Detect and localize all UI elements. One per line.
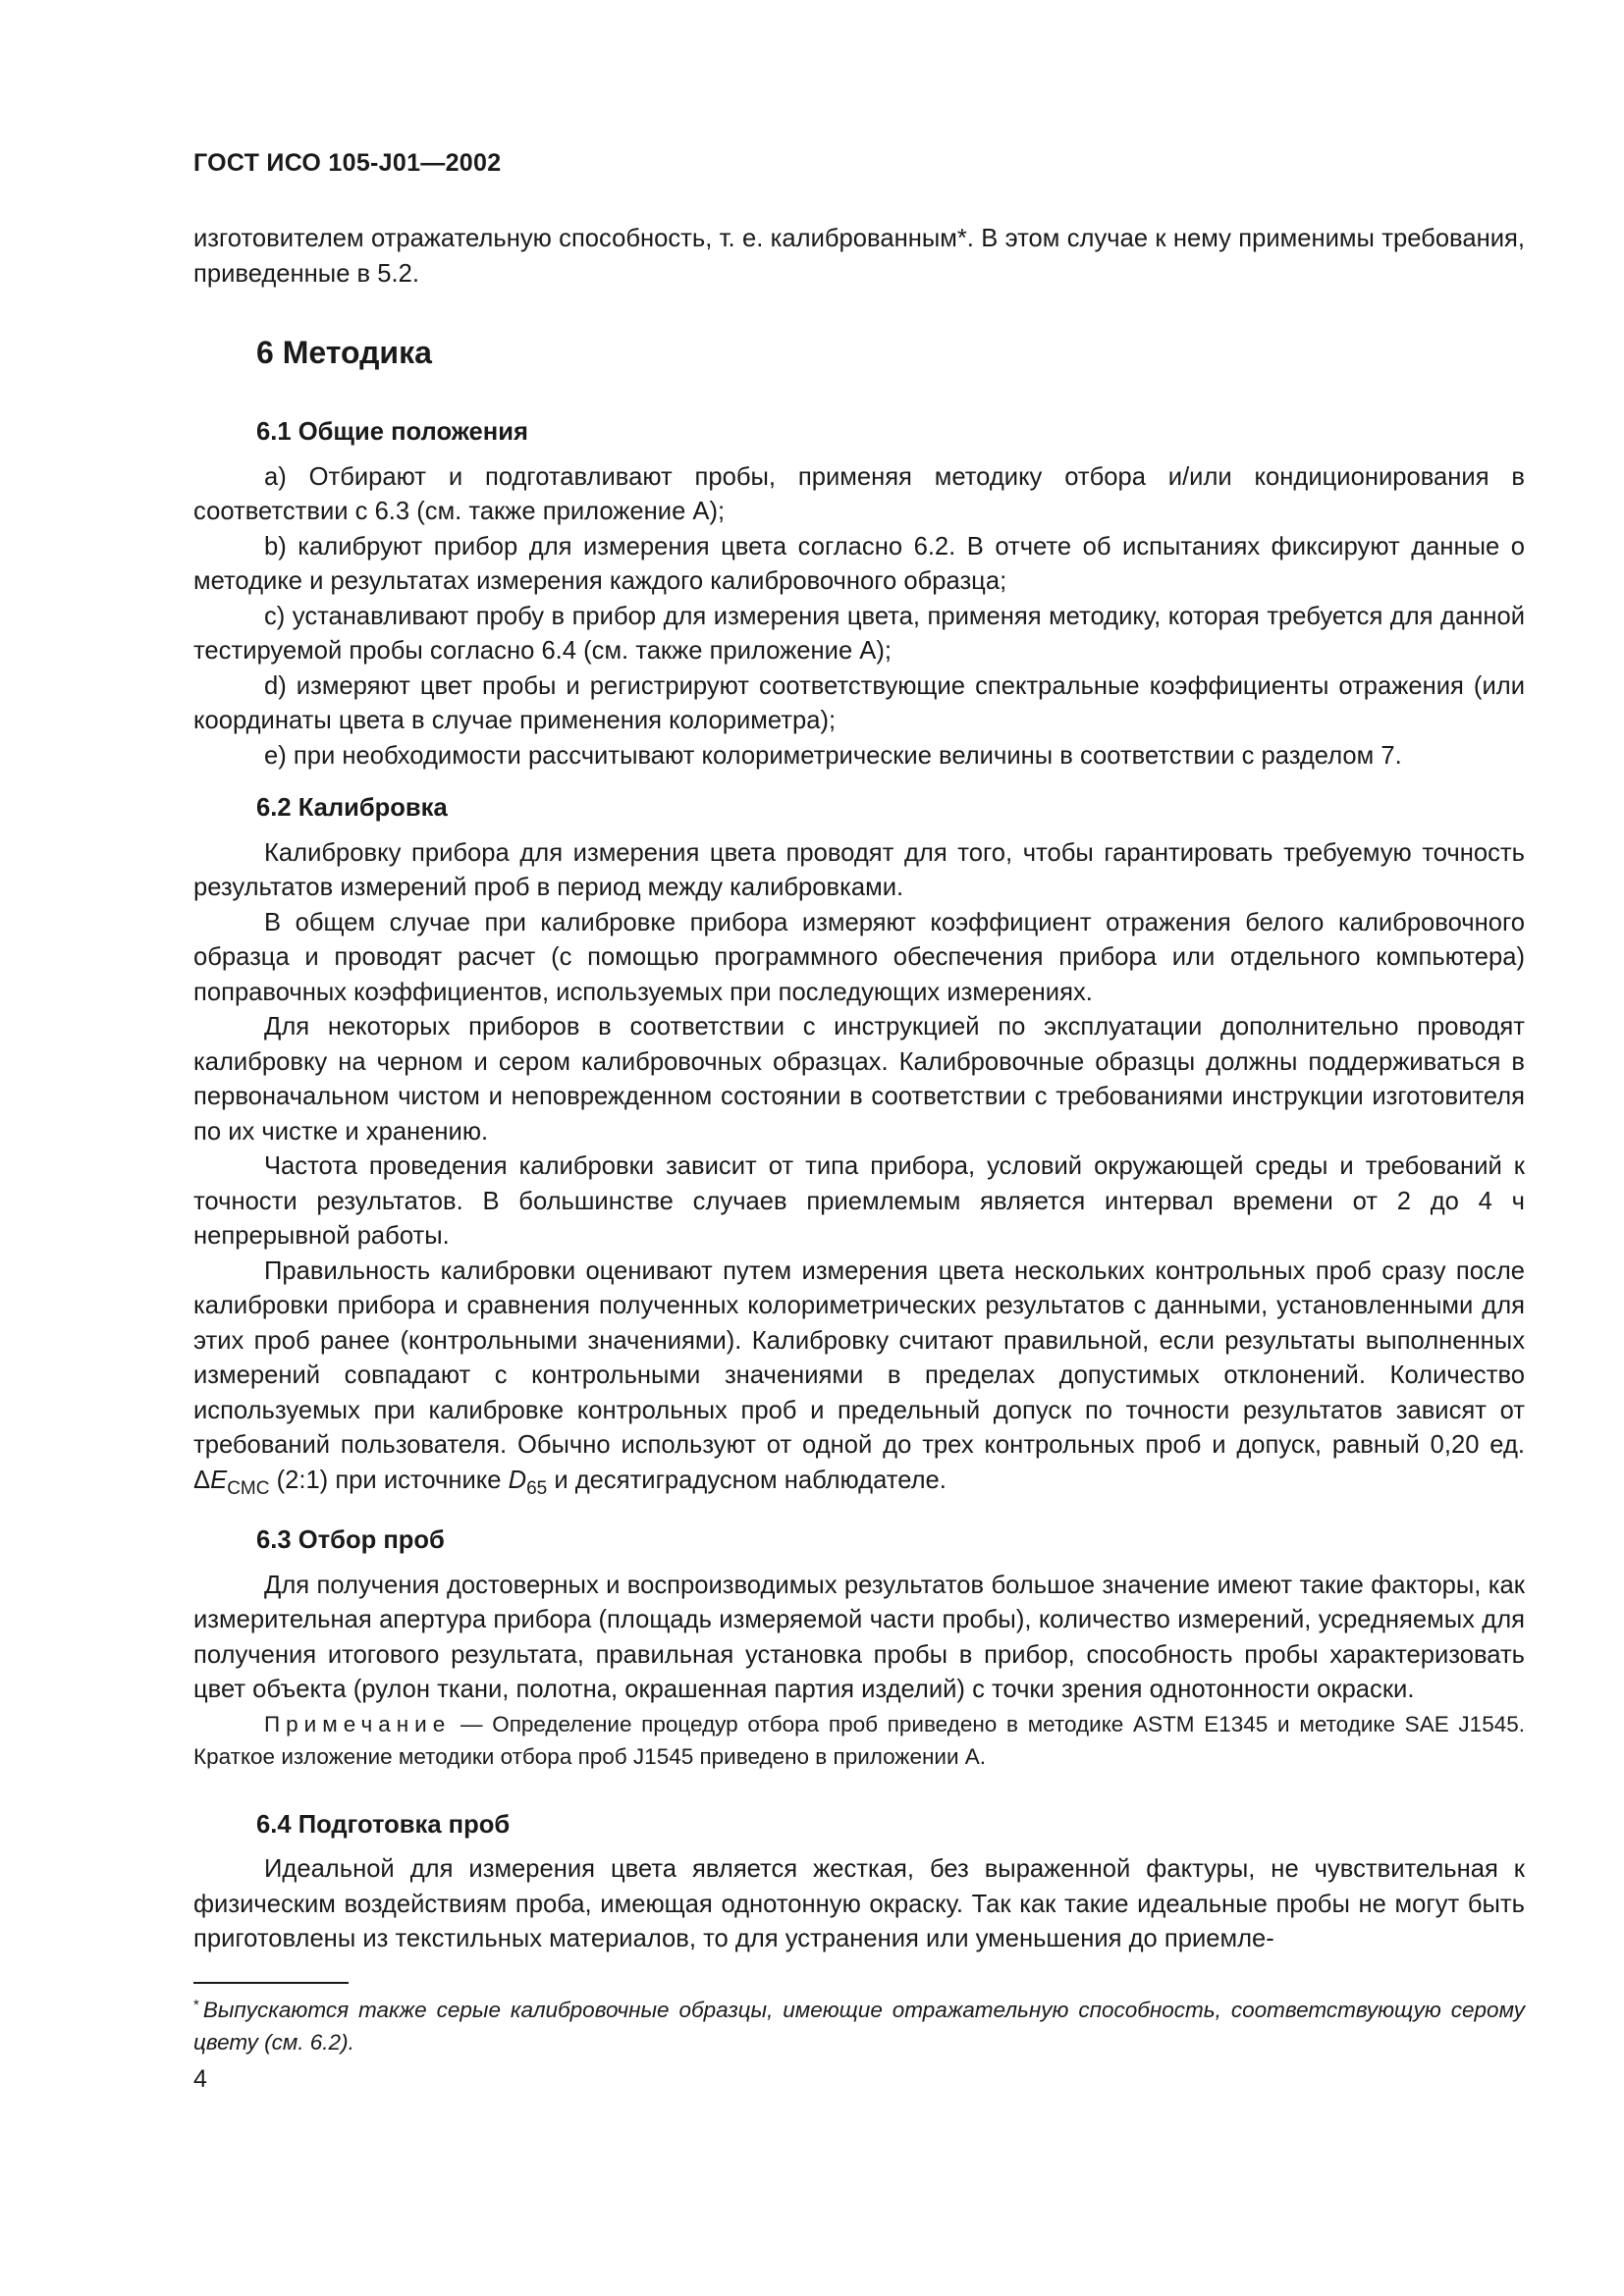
list-item-e: e) при необходимости рассчитывают колориметрические величины в соответствии с разделом 7.: [264, 741, 1402, 770]
calibration-text-after: и десятиградусном наблюдателе.: [547, 1466, 947, 1494]
intro-continuation: изготовителем отражательную способность, т. е. калиброванным*. В этом случае к нему применимы требования, приведенные в 5.2.: [193, 225, 1525, 288]
subsection-6-4-title: 6.4 Подготовка проб: [256, 1810, 511, 1839]
footnote-text: Выпускаются также серые калибровочные образцы, имеющие отражательную способность, соответствующую серому цвету (см. 6.2).: [193, 1998, 1525, 2055]
note-label: Примечание: [264, 1711, 452, 1736]
list-item-a: a) Отбирают и подготавливают пробы, применяя методику отбора и/или кондиционирования в соответствии с 6.3 (см. также приложение А);: [193, 462, 1525, 525]
sampling-note: [193, 1708, 1525, 1773]
list-item-b: b) калибруют прибор для измерения цвета согласно 6.2. В отчете об испытаниях фиксируют данные о методике и результатах измерения каждого калибровочного образца;: [193, 532, 1525, 595]
calibration-paragraph-2: В общем случае при калибровке прибора измеряют коэффициент отражения белого калибровочного образца и проводят расчет (с помощью программного обеспечения прибора или отдельного компьютера) поправочных коэффициентов, используемых при последующих измерениях.: [193, 908, 1525, 1006]
d65-subscript: 65: [526, 1477, 548, 1499]
e-symbol: E: [210, 1466, 228, 1494]
calibration-paragraph-5: [193, 1255, 1525, 1507]
section-6-title: 6 Методика: [256, 335, 432, 370]
calibration-paragraph-3: Для некоторых приборов в соответствии с инструкцией по эксплуатации дополнительно проводят калибровку на черном и сером калибровочных образцах. Калибровочные образцы должны поддерживаться в первоначальном чистом и неповрежденном состоянии в соответствии с требованиями инструкции изготовителя по их чистке и хранению.: [193, 1013, 1525, 1146]
page-content: [193, 222, 1525, 1957]
subsection-6-2-title: 6.2 Калибровка: [256, 794, 448, 822]
footnote-divider: [193, 1982, 349, 1984]
list-item-c: c) устанавливают пробу в прибор для измерения цвета, применяя методику, которая требуется для данной тестируемой пробы согласно 6.4 (см. также приложение А);: [193, 602, 1525, 665]
footnote-marker: *: [193, 1997, 199, 2013]
footnote: [193, 1989, 1525, 2058]
page-number: 4: [193, 2065, 207, 2093]
calibration-text-mid: (2:1) при источнике: [269, 1466, 509, 1494]
list-item-d: d) измеряют цвет пробы и регистрируют соответствующие спектральные коэффициенты отражения (или координаты цвета в случае применения колориметра);: [193, 671, 1525, 734]
subsection-6-3-title: 6.3 Отбор проб: [256, 1526, 445, 1554]
d-symbol: D: [508, 1466, 527, 1494]
note-text: — Определение процедур отбора проб приведено в методике ASTM E1345 и методике SAE J1545. Краткое изложение методики отбора проб J1545 приведено в приложении А.: [193, 1711, 1525, 1769]
calibration-text-before: Правильность калибровки оценивают путем измерения цвета нескольких контрольных проб сразу после калибровки прибора и сравнения полученных колориметрических результатов с данными, установленными для этих проб ранее (контрольными значениями). Калибровку считают правильной, если результаты выполненных измерений совпадают с контрольными значениями в пределах допустимых отклонений. Количество используемых при калибровке контрольных проб и предельный допуск по точности результатов зависят от требований пользователя. Обычно используют от одной до трех контрольных проб и допуск, равный 0,20 ед.: [193, 1256, 1525, 1459]
sampling-paragraph: Для получения достоверных и воспроизводимых результатов большое значение имеют такие факторы, как измерительная апертура прибора (площадь измеряемой части пробы), количество измерений, усредняемых для получения итогового результата, правильная установка пробы в прибор, способность пробы характеризовать цвет объекта (рулон ткани, полотна, окрашенная партия изделий) с точки зрения однотонности окраски.: [193, 1571, 1525, 1703]
preparation-paragraph: Идеальной для измерения цвета является жесткая, без выраженной фактуры, не чувствительная к физическим воздействиям проба, имеющая однотонную окраску. Так как такие идеальные пробы не могут быть приготовлены из текстильных материалов, то для устранения или уменьшения до приемле-: [193, 1855, 1525, 1952]
calibration-paragraph-4: Частота проведения калибровки зависит от типа прибора, условий окружающей среды и требований к точности результатов. В большинстве случаев приемлемым является интервал времени от 2 до 4 ч непрерывной работы.: [193, 1152, 1525, 1250]
cmc-subscript: CMC: [227, 1477, 270, 1499]
delta-symbol: Δ: [193, 1466, 211, 1494]
standard-code-header: ГОСТ ИСО 105-J01—2002: [193, 149, 502, 177]
subsection-6-1-title: 6.1 Общие положения: [256, 418, 528, 446]
calibration-paragraph-1: Калибровку прибора для измерения цвета проводят для того, чтобы гарантировать требуемую точность результатов измерений проб в период между калибровками.: [193, 838, 1525, 901]
